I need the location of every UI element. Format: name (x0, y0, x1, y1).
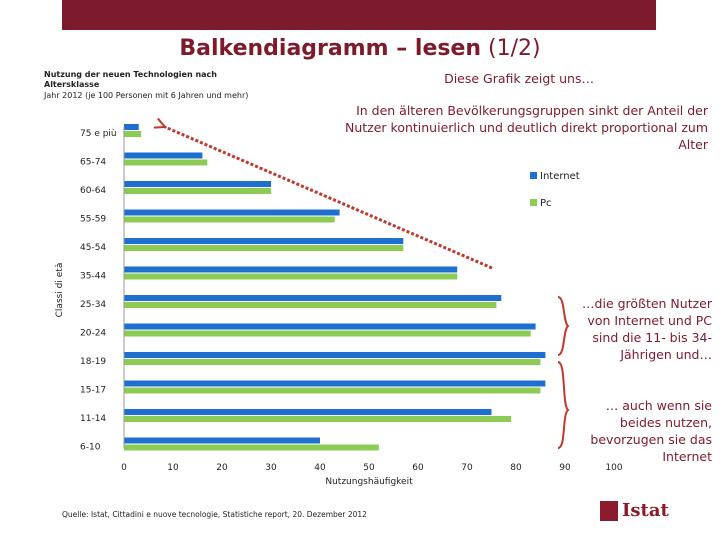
x-tick-label: 70 (461, 463, 473, 473)
y-axis-label: Classi di età (55, 262, 65, 318)
bar-internet (124, 124, 139, 130)
note-trend: In den älteren Bevölkerungsgruppen sinkt der Anteil der Nutzer kontinuierlich und deutlich direkt proportional zum Alter (344, 103, 708, 152)
bar-internet (124, 267, 457, 273)
bar-internet (124, 295, 501, 301)
x-tick-label: 20 (216, 463, 228, 473)
bar-pc (124, 160, 207, 166)
x-tick-label: 60 (412, 463, 424, 473)
category-label: 55-59 (80, 214, 107, 225)
category-label: 18-19 (80, 357, 107, 367)
bar-pc (124, 331, 531, 337)
category-label: 15-17 (80, 385, 107, 396)
annotations (165, 127, 568, 448)
x-tick-label: 90 (559, 463, 571, 473)
category-label: 60-64 (80, 186, 107, 196)
x-tick-label: 80 (510, 463, 522, 473)
istat-logo-mark (600, 501, 618, 521)
note-intro: Diese Grafik zeigt uns… (444, 71, 594, 86)
note-preference: … auch wenn sie beides nutzen, bevorzugen sie das Internet (590, 398, 712, 464)
bar-internet (124, 352, 545, 358)
istat-logo (600, 500, 669, 521)
category-label: 35-44 (80, 271, 107, 282)
legend-label: Internet (540, 171, 580, 182)
chart-subtitle: Nutzung der neuen Technologien nach Altersklasse (44, 70, 217, 89)
x-tick-label: 0 (121, 463, 127, 473)
category-label: 25-34 (80, 300, 107, 310)
bar-pc (124, 302, 496, 308)
bar-internet (124, 381, 545, 387)
bar-internet (124, 324, 536, 330)
bar-internet (124, 210, 340, 216)
note-largest-users: …die größten Nutzer von Internet und PC sind die 11- bis 34-Jährigen und… (582, 296, 712, 362)
page-title: Balkendiagramm – lesen (1/2) (179, 36, 541, 61)
chart-subtitle-year: Jahr 2012 (je 100 Personen mit 6 Jahren und mehr) (44, 91, 249, 100)
x-tick-label: 30 (265, 463, 277, 473)
category-label: 11-14 (80, 414, 107, 424)
bar-pc (124, 245, 403, 251)
category-label: 20-24 (80, 328, 107, 339)
x-tick-label: 40 (314, 463, 326, 473)
x-axis-label: Nutzungshäufigkeit (325, 477, 413, 487)
bar-pc (124, 388, 541, 394)
bar-pc (124, 217, 335, 223)
chart-legend (530, 171, 580, 209)
bar-internet (124, 438, 320, 444)
istat-logo-text: Istat (622, 500, 669, 521)
bar-internet (124, 181, 271, 187)
legend-swatch (530, 199, 537, 206)
x-tick-label: 50 (363, 463, 375, 473)
bar-internet (124, 153, 202, 159)
source-note: Quelle: Istat, Cittadini e nuove tecnologie, Statistiche report, 20. Dezember 2012 (62, 510, 367, 519)
bar-pc (124, 359, 541, 365)
bracket-largest-users (558, 297, 568, 355)
bar-pc (124, 445, 379, 451)
category-label: 45-54 (80, 243, 107, 253)
bar-pc (124, 274, 457, 280)
legend-swatch (530, 172, 537, 179)
category-label: 75 e più (80, 129, 117, 139)
x-tick-label: 10 (167, 463, 179, 473)
category-label: 65-74 (80, 157, 107, 168)
bar-pc (124, 416, 511, 422)
bar-internet (124, 409, 492, 415)
bar-internet (124, 238, 403, 244)
bracket-preference (558, 362, 568, 448)
x-tick-label: 100 (605, 463, 623, 473)
category-label: 6-10 (80, 442, 101, 453)
legend-label: Pc (540, 198, 552, 209)
bar-pc (124, 131, 141, 137)
bar-pc (124, 188, 271, 194)
